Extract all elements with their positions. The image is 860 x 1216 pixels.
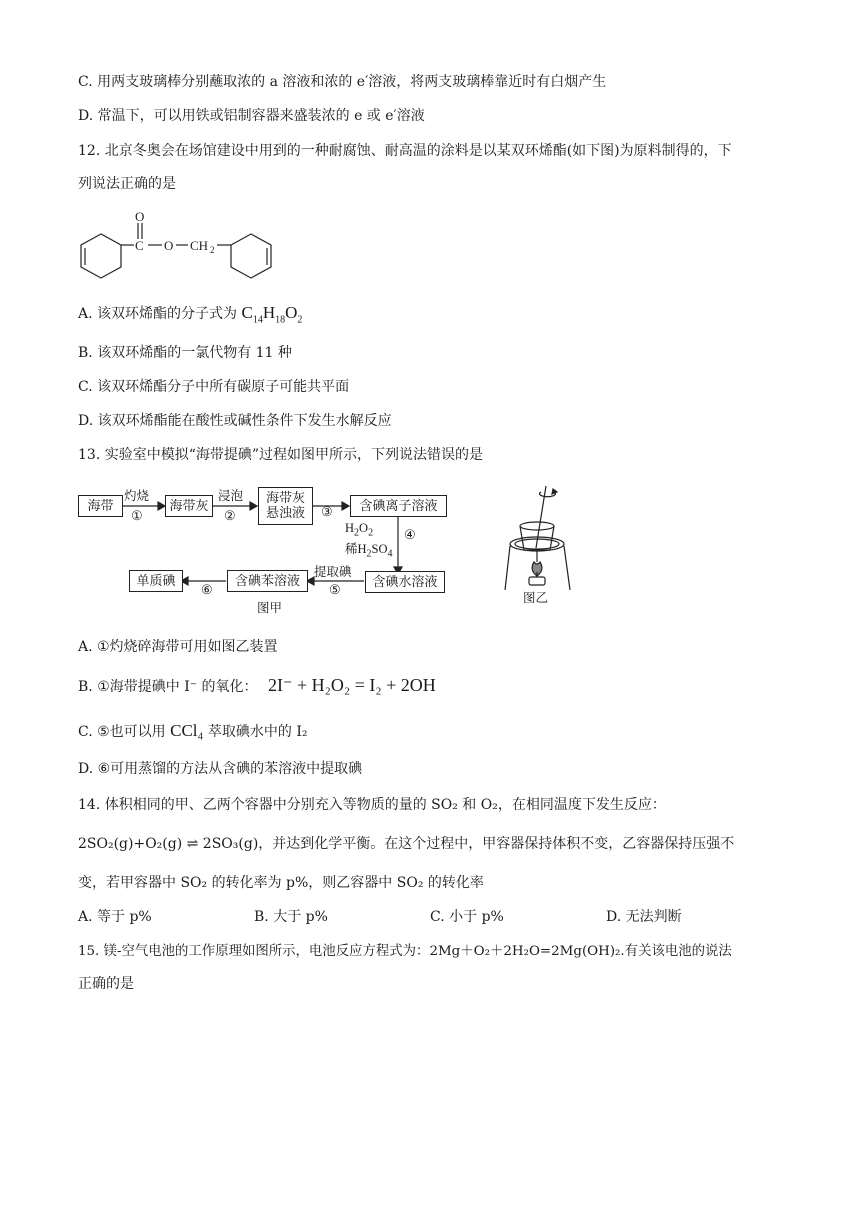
- flow-step-3: ③: [321, 505, 333, 520]
- q14-stem-line2: 2SO₂(g)+O₂(g) ⇌ 2SO₃(g)，并达到化学平衡。在这个过程中，甲容器保持体积不变，乙容器保持压强不: [78, 836, 735, 852]
- q12-stem-line2: 列说法正确的是: [78, 176, 176, 192]
- flow-reagent-dilute-label: 稀: [345, 541, 358, 556]
- q12-option-a-text: A. 该双环烯酯的分子式为: [78, 306, 238, 322]
- q11-option-d: D. 常温下，可以用铁或铝制容器来盛装浓的 e 或 e′溶液: [78, 108, 425, 124]
- q14-option-c: C. 小于 p%: [430, 909, 504, 925]
- q11-option-c: C. 用两支玻璃棒分别蘸取浓的 a 溶液和浓的 e′溶液，将两支玻璃棒靠近时有白烟产生: [78, 74, 607, 90]
- q13-option-c-text: C. ⑤也可以用: [78, 724, 171, 740]
- methylene-group: CH: [190, 238, 209, 253]
- q13-option-c-formula: CCl₄: [170, 721, 204, 740]
- q13-option-c: [78, 721, 308, 742]
- flow-box-iodine-water: 含碘水溶液: [365, 571, 445, 593]
- flow-step-1: ①: [131, 509, 143, 524]
- figure-yi-apparatus: [496, 478, 576, 604]
- flow-label-soak: 浸泡: [218, 488, 244, 503]
- flow-box-iodide-solution: 含碘离子溶液: [350, 495, 447, 517]
- q12-stem-line1: 12. 北京冬奥会在场馆建设中用到的一种耐腐蚀、耐高温的涂料是以某双环烯酯(如下图)为原料制得的，下: [78, 143, 732, 159]
- figure-jia-flowchart: [76, 482, 456, 616]
- figure-yi-caption: 图乙: [523, 590, 549, 604]
- q13-option-b-equation: 2I⁻ + H₂O₂ = I₂ + 2OH: [268, 675, 436, 695]
- flow-box-elemental-iodine: 单质碘: [129, 570, 183, 592]
- flow-label-burn: 灼烧: [124, 488, 150, 503]
- q13-option-a: A. ①灼烧碎海带可用如图乙装置: [78, 639, 278, 655]
- flow-label-extract: 提取碘: [314, 564, 352, 579]
- q15-stem-line2: 正确的是: [78, 976, 134, 992]
- ether-oxygen: O: [164, 238, 174, 253]
- flow-box-ash-suspension-line2: 悬浊液: [265, 506, 305, 521]
- figure-jia-caption: 图甲: [257, 600, 283, 615]
- q13-option-d: D. ⑥可用蒸馏的方法从含碘的苯溶液中提取碘: [78, 761, 363, 777]
- q14-option-b: B. 大于 p%: [254, 909, 328, 925]
- carbonyl-oxygen: O: [135, 209, 145, 224]
- q12-option-d: D. 该双环烯酯能在酸性或碱性条件下发生水解反应: [78, 413, 392, 429]
- flow-box-iodine-benzene: 含碘苯溶液: [227, 570, 308, 592]
- q15-stem-line1: 15. 镁-空气电池的工作原理如图所示，电池反应方程式为：2Mg＋O₂＋2H₂O=2Mg(OH)₂.有关该电池的说法: [78, 944, 732, 959]
- q12-option-b: B. 该双环烯酯的一氯代物有 11 种: [78, 345, 292, 361]
- q12-ester-structure: [76, 208, 276, 282]
- q13-option-b-text: B. ①海带提碘中 I⁻ 的氧化：: [78, 679, 258, 695]
- flow-reagent-h2o2: $H_2O_2$: [345, 521, 374, 539]
- flow-box-ash-suspension-line1: 海带灰: [265, 491, 305, 506]
- q13-option-b: [78, 675, 436, 697]
- flow-box-ash-suspension: [258, 487, 313, 525]
- q12-formula: $C_{14}H_{18}O_2$: [241, 303, 303, 326]
- flow-reagent-dilute-h2so4: 稀$H_2SO_4$: [345, 541, 393, 560]
- methylene-subscript: 2: [210, 245, 215, 255]
- flow-box-kelp: 海带: [78, 495, 123, 517]
- q12-option-c: C. 该双环烯酯分子中所有碳原子可能共平面: [78, 379, 350, 395]
- q14-stem-line3: 变，若甲容器中 SO₂ 的转化率为 p%，则乙容器中 SO₂ 的转化率: [78, 875, 484, 891]
- q12-option-a: [78, 303, 302, 330]
- q14-option-d: D. 无法判断: [606, 909, 682, 925]
- q13-stem: 13. 实验室中模拟“海带提碘”过程如图甲所示，下列说法错误的是: [78, 447, 484, 463]
- flow-step-4: ④: [404, 528, 416, 543]
- q14-stem-line1: 14. 体积相同的甲、乙两个容器中分别充入等物质的量的 SO₂ 和 O₂，在相同温度下发生反应：: [78, 797, 666, 813]
- q14-options: [78, 907, 778, 927]
- flow-step-5: ⑤: [329, 583, 341, 598]
- q14-option-a: A. 等于 p%: [78, 909, 152, 925]
- carbonyl-carbon: C: [135, 238, 144, 253]
- q13-option-c-tail: 萃取碘水中的 I₂: [203, 724, 308, 740]
- flow-step-2: ②: [224, 509, 236, 524]
- flow-step-6: ⑥: [201, 583, 213, 598]
- flow-box-kelp-ash: 海带灰: [165, 495, 213, 517]
